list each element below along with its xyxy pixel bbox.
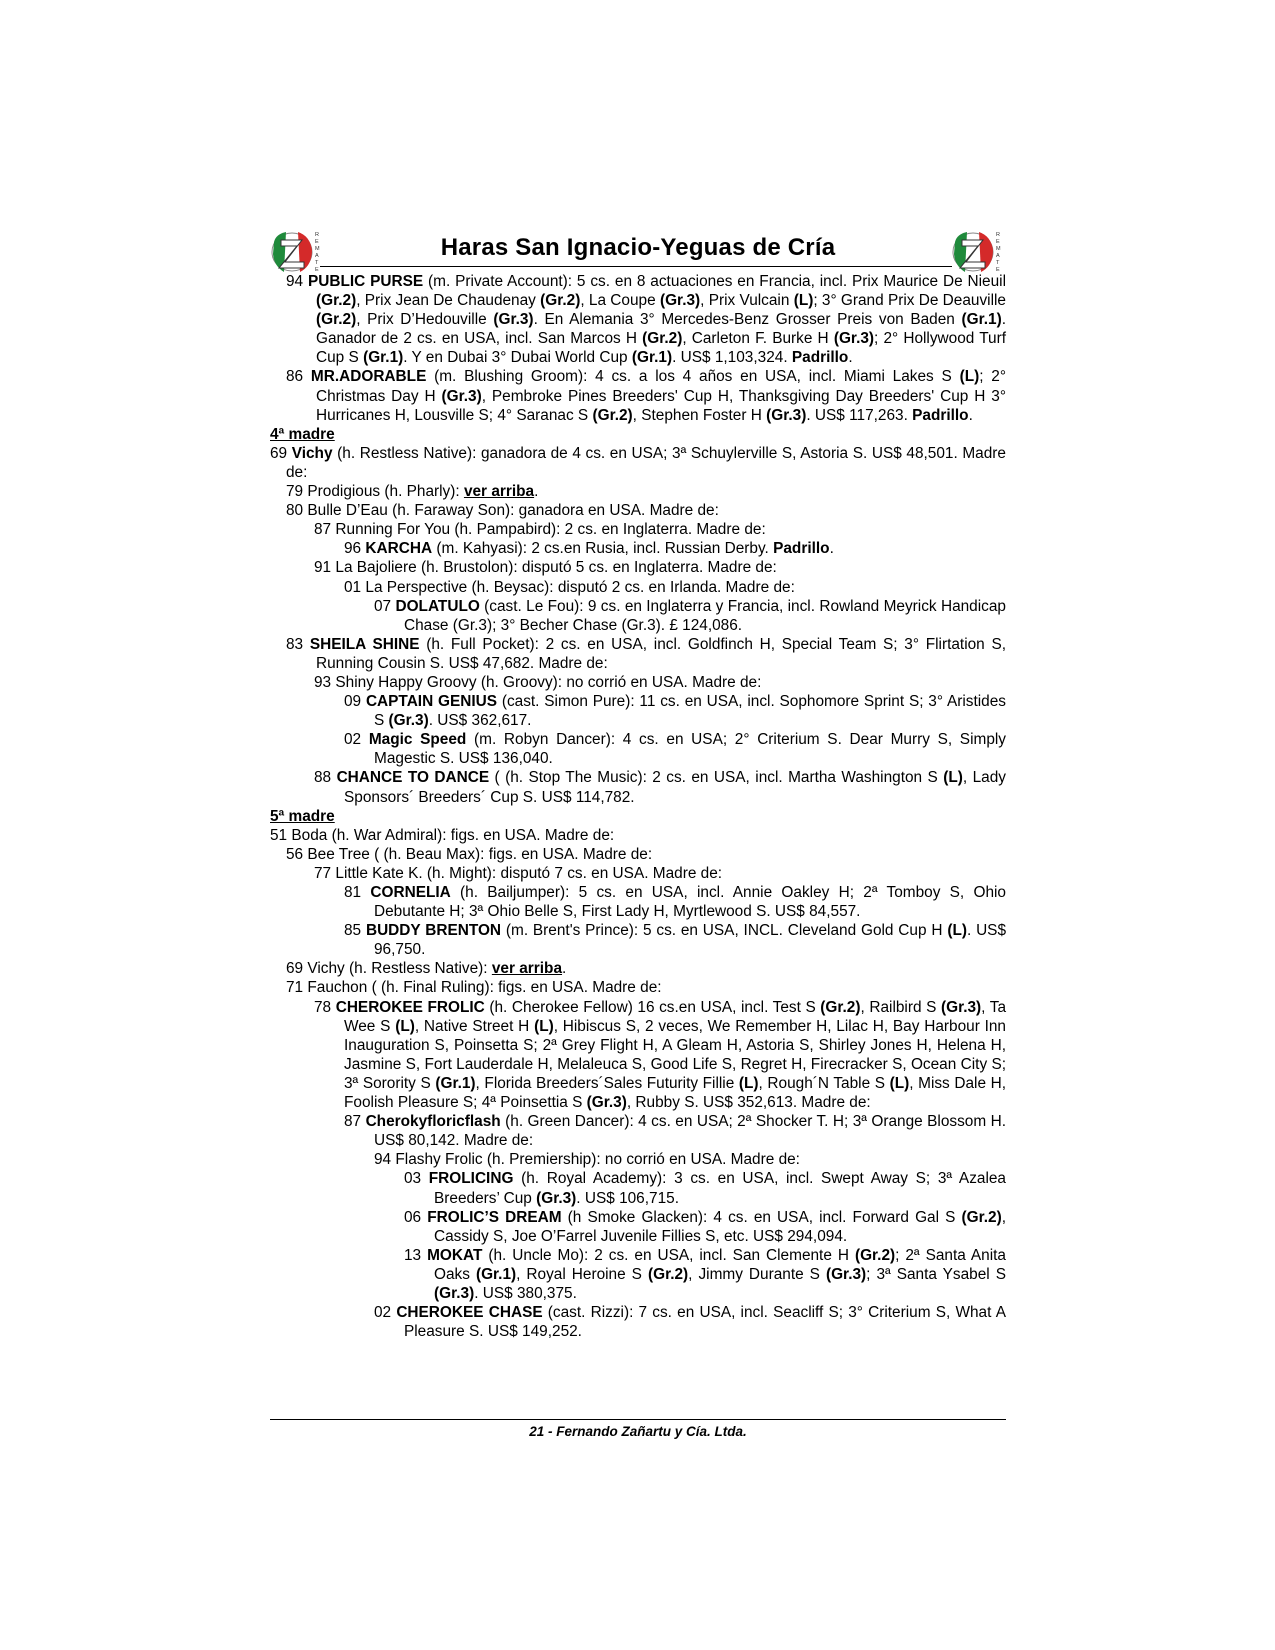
entry-text: 77 Little Kate K. (h. Might): disputó 7 cs. en USA. Madre de: [314, 864, 723, 882]
horse-name: FROLIC’S DREAM [427, 1208, 562, 1226]
logo-text-left: R [315, 232, 319, 238]
horse-name: CAPTAIN GENIUS [365, 693, 498, 711]
grade-label: (Gr.2) [592, 406, 633, 424]
horse-name: SHEILA SHINE [309, 635, 420, 653]
entry-text: (cast. Simon Pure): 11 cs. en USA, incl. Sophomore Sprint S; 3° Aristides S [374, 693, 1006, 730]
entry-text: , Railbird S [860, 998, 941, 1016]
entry-text: ; 3° Grand Prix De Deauville [813, 292, 1006, 310]
grade-label: (Gr.1) [435, 1074, 476, 1092]
entry-text: ; 3ª Santa Ysabel S [866, 1265, 1006, 1283]
entry-sheila-shine [270, 635, 1006, 673]
horse-name: Magic Speed [368, 731, 467, 749]
section-heading-4th-dam: 4ª madre [270, 425, 335, 443]
svg-text:T: T [996, 260, 1000, 266]
entry-text: (h. Bailjumper): 5 cs. en USA, incl. Annie Oakley H; 2ª Tomboy S, Ohio Debutante H; 3ª Ohio Belle S, First Lady H, Myrtlewood S. US$ 84,557. [374, 884, 1006, 921]
entry-text: , Jimmy Durante S [688, 1265, 826, 1283]
grade-label: (Gr.1) [363, 349, 404, 367]
entry-text: , Prix Vulcain [700, 292, 794, 310]
grade-label: (L) [943, 769, 963, 787]
horse-name: PUBLIC PURSE [308, 273, 424, 290]
entry-cherokee-frolic [270, 998, 1006, 1113]
entry-text: , Lady Sponsors´ Breeders´ Cup S. US$ 114,782. [344, 769, 1006, 806]
entry-shiny-happy-groovy [270, 673, 1006, 692]
entry-la-perspective [270, 578, 1006, 597]
entry-text: . [848, 349, 853, 367]
entry-year: 02 [344, 731, 369, 749]
entry-flashy-frolic [270, 1150, 1006, 1169]
entry-text: 80 Bulle D’Eau (h. Faraway Son): ganadora en USA. Madre de: [286, 502, 719, 520]
horse-name: CHEROKEE FROLIC [335, 998, 485, 1016]
svg-text:E: E [996, 239, 1000, 245]
entry-text: 01 La Perspective (h. Beysac): disputó 2 cs. en Irlanda. Madre de: [344, 578, 795, 596]
entry-text: (h. Green Dancer): 4 cs. en USA; 2ª Shocker T. H; 3ª Orange Blossom H. US$ 80,142. Madre de: [374, 1113, 1006, 1150]
entry-text: (h. Cherokee Fellow) 16 cs.en USA, incl. Test S [484, 998, 821, 1016]
entry-boda [270, 826, 1006, 845]
grade-label: (Gr.3) [536, 1189, 577, 1207]
entry-year: 96 [344, 540, 366, 558]
grade-label: (Gr.2) [642, 330, 683, 348]
entry-year: 69 [270, 444, 292, 462]
grade-label: (Gr.3) [659, 292, 701, 310]
horse-name: BUDDY BRENTON [365, 922, 502, 940]
svg-text:E: E [996, 267, 1000, 273]
horse-name: CHANCE TO DANCE [336, 769, 490, 787]
grade-label: (L) [959, 368, 980, 386]
entry-text: , Prix Jean De Chaudenay [356, 292, 541, 310]
remates-logo-right [951, 228, 1003, 274]
entry-mokat [270, 1246, 1006, 1303]
entry-text: , Miss Dale H, Foolish Pleasure S; 4ª Poinsettia S [344, 1074, 1006, 1112]
entry-little-kate-k [270, 864, 1006, 883]
entry-text: (h. Royal Academy): 3 cs. en USA, incl. Swept Away S; 3ª Azalea Breeders’ Cup [434, 1170, 1006, 1207]
grade-label: (Gr.3) [434, 1284, 475, 1302]
svg-text:T: T [315, 260, 319, 266]
entry-text: . US$ 117,263. [806, 406, 913, 424]
grade-label: (Gr.2) [316, 311, 357, 329]
grade-label: (Gr.3) [833, 330, 875, 348]
entry-text: . US$ 106,715. [576, 1189, 679, 1207]
entry-year: 78 [314, 998, 336, 1016]
entry-captain-genius [270, 692, 1006, 730]
entry-year: 83 [286, 635, 310, 653]
entry-dolatulo [270, 597, 1006, 635]
entry-text: , Stephen Foster H [632, 406, 767, 424]
grade-label: (Gr.3) [388, 712, 429, 730]
entry-text: ( (h. Stop The Music): 2 cs. en USA, incl. Martha Washington S [489, 769, 944, 787]
svg-text:A: A [996, 253, 1000, 259]
entry-text: ; 2° Hollywood Turf Cup S [316, 330, 1006, 367]
entry-la-bajoliere [270, 558, 1006, 577]
entry-text: (cast. Le Fou): 9 cs. en Inglaterra y Francia, incl. Rowland Meyrick Handicap Chase (Gr.3); 3° Becher Chase (Gr.3). £ 124,086. [404, 597, 1006, 634]
grade-label: (L) [947, 922, 967, 940]
entry-text: (h. Uncle Mo): 2 cs. en USA, incl. San Clemente H [482, 1246, 855, 1264]
horse-name: DOLATULO [395, 597, 480, 615]
entry-cornelia [270, 883, 1006, 921]
grade-label: (L) [534, 1017, 554, 1035]
entry-text: , Rubby S. US$ 352,613. Madre de: [626, 1094, 871, 1112]
entry-text: . Ganador de 2 cs. en USA, incl. San Marcos H [316, 311, 1006, 348]
entry-text: (m. Blushing Groom): 4 cs. a los 4 años en USA, incl. Miami Lakes S [426, 368, 960, 386]
entry-year: 85 [344, 922, 366, 940]
entry-chance-to-dance [270, 768, 1006, 806]
pedigree-content [270, 272, 1006, 1341]
grade-label: (Gr.3) [825, 1265, 867, 1283]
horse-name: Cherokyfloricflash [365, 1113, 501, 1131]
entry-text: 94 Flashy Frolic (h. Premiership): no corrió en USA. Madre de: [374, 1151, 800, 1169]
entry-year: 94 [286, 273, 308, 290]
entry-text: 71 Fauchon ( (h. Final Ruling): figs. en USA. Madre de: [286, 979, 662, 997]
section-heading-5th-dam: 5ª madre [270, 807, 335, 825]
entry-buddy-brenton [270, 921, 1006, 959]
grade-label: (L) [738, 1074, 759, 1092]
entry-text: (m. Kahyasi): 2 cs.en Rusia, incl. Russian Derby. [432, 540, 774, 558]
svg-text:R: R [996, 232, 1000, 238]
entry-cherokyfloricflash [270, 1112, 1006, 1150]
entry-year: 87 [344, 1113, 366, 1131]
grade-label: (L) [793, 292, 814, 310]
entry-text: , Florida Breeders´Sales Futurity Fillie [475, 1074, 739, 1092]
entry-text: , Prix D’Hedouville [356, 311, 494, 329]
entry-text: . US$ 1,103,324. [672, 349, 792, 367]
entry-year: 13 [404, 1246, 428, 1264]
entry-text: (h. Restless Native): ganadora de 4 cs. en USA; 3ª Schuylerville S, Astoria S. US$ 48,501. Madre de: [286, 444, 1006, 481]
entry-text: (m. Brent's Prince): 5 cs. en USA, INCL. Cleveland Gold Cup H [501, 922, 948, 940]
entry-text: (h. Full Pocket): 2 cs. en USA, incl. Goldfinch H, Special Team S; 3° Flirtation S, Running Cousin S. US$ 47,682. Madre de: [316, 635, 1007, 672]
horse-name: CHEROKEE CHASE [396, 1304, 543, 1322]
entry-text: , Native Street H [414, 1017, 535, 1035]
grade-label: (Gr.3) [586, 1094, 627, 1112]
entry-text: , Rough´N Table S [758, 1074, 890, 1092]
horse-name: FROLICING [428, 1170, 514, 1188]
entry-text: . [562, 960, 567, 978]
entry-year: 81 [344, 884, 371, 901]
entry-vichy-repeat [270, 959, 1006, 978]
entry-year: 03 [404, 1170, 429, 1188]
grade-label: (Gr.2) [540, 292, 581, 310]
padrillo-label: Padrillo [912, 406, 969, 424]
page-title: Haras San Ignacio-Yeguas de Cría [440, 234, 836, 261]
entry-year: 07 [374, 597, 396, 615]
grade-label: (L) [395, 1017, 415, 1035]
entry-cherokee-chase [270, 1303, 1006, 1341]
grade-label: (Gr.2) [961, 1208, 1002, 1226]
entry-text: 87 Running For You (h. Pampabird): 2 cs. en Inglaterra. Madre de: [314, 521, 766, 539]
entry-running-for-you [270, 520, 1006, 539]
document-page [270, 222, 1006, 1341]
grade-label: (Gr.3) [441, 387, 482, 405]
entry-text: . [968, 406, 973, 424]
entry-text: , Cassidy S, Joe O’Farrel Juvenile Fillies S, etc. US$ 294,094. [434, 1208, 1006, 1245]
svg-text:E: E [315, 267, 319, 273]
entry-text: . En Alemania 3° Mercedes-Benz Grosser Preis von Baden [533, 311, 962, 329]
entry-text: ; 2ª Santa Anita Oaks [434, 1246, 1006, 1283]
entry-mr-adorable [270, 367, 1006, 424]
entry-text: , Hibiscus S, 2 veces, We Remember H, Lilac H, Bay Harbour Inn Inauguration S, Poinsetta S; 2ª Grey Flight H, A Gleam H, Astoria S, Shirley Jones H, Helena H, Jasmine S, Fort Lauderdale H, Melaleuca S, Good Life S, Regret H, Firecracker S, Ocean City S; 3ª Sorority S [344, 1017, 1006, 1092]
svg-text:A: A [315, 253, 319, 259]
entry-bee-tree [270, 845, 1006, 864]
entry-text: . [534, 483, 539, 501]
entry-text: (h Smoke Glacken): 4 cs. en USA, incl. Forward Gal S [561, 1208, 962, 1226]
entry-text: . US$ 96,750. [374, 922, 1007, 959]
entry-text: . US$ 380,375. [474, 1284, 577, 1302]
page-footer: 21 - Fernando Zañartu y Cía. Ltda. [529, 1424, 747, 1439]
entry-year: 88 [314, 769, 337, 787]
padrillo-label: Padrillo [773, 540, 830, 558]
entry-public-purse [270, 272, 1006, 367]
entry-vichy [270, 444, 1006, 482]
entry-year: 06 [404, 1208, 428, 1226]
entry-bulle-deau [270, 501, 1006, 520]
svg-text:E: E [315, 239, 319, 245]
grade-label: (Gr.1) [961, 311, 1002, 329]
entry-karcha [270, 539, 1006, 558]
entry-text: . Y en Dubai 3° Dubai World Cup [403, 349, 632, 367]
grade-label: (Gr.2) [854, 1246, 896, 1264]
entry-text: 69 Vichy (h. Restless Native): [286, 960, 492, 978]
entry-frolics-dream [270, 1208, 1006, 1246]
grade-label: (Gr.2) [820, 998, 861, 1016]
horse-name: Vichy [291, 444, 333, 462]
entry-year: 09 [344, 693, 366, 711]
entry-text: 56 Bee Tree ( (h. Beau Max): figs. en USA. Madre de: [286, 845, 653, 863]
horse-name: MR.ADORABLE [310, 368, 427, 386]
grade-label: (Gr.2) [647, 1265, 689, 1283]
entry-text: , Pembroke Pines Breeders' Cup H, Thanksgiving Day Breeders' Cup H 3° Hurricanes H, Lousville S; 4° Saranac S [316, 387, 1006, 424]
entry-text: 51 Boda (h. War Admiral): figs. en USA. Madre de: [270, 826, 615, 844]
entry-text: . [829, 540, 834, 558]
grade-label: (Gr.1) [631, 349, 673, 367]
grade-label: (Gr.2) [316, 292, 357, 310]
page-header [270, 222, 1006, 273]
entry-text: 91 La Bajoliere (h. Brustolon): disputó 5 cs. en Inglaterra. Madre de: [314, 559, 777, 577]
entry-text: , Ta Wee S [344, 998, 1007, 1035]
entry-text: , Carleton F. Burke H [682, 330, 834, 348]
entry-text: (m. Robyn Dancer): 4 cs. en USA; 2° Criterium S. Dear Murry S, Simply Magestic S. US$ 136,040. [374, 731, 1006, 768]
entry-text: (m. Private Account): 5 cs. en 8 actuaciones en Francia, incl. Prix Maurice De Nieuil [423, 273, 1007, 290]
svg-text:M: M [315, 246, 320, 252]
see-above-link: ver arriba [491, 960, 563, 978]
entry-text: 93 Shiny Happy Groovy (h. Groovy): no corrió en USA. Madre de: [314, 673, 762, 691]
entry-text: (cast. Rizzi): 7 cs. en USA, incl. Seacliff S; 3° Criterium S, What A Pleasure S. US$ 149,252. [404, 1304, 1006, 1341]
entry-text: ; 2° Christmas Day H [316, 368, 1006, 405]
entry-text: , Royal Heroine S [516, 1265, 648, 1283]
entry-text: , La Coupe [580, 292, 660, 310]
see-above-link: ver arriba [463, 483, 535, 501]
horse-name: MOKAT [427, 1246, 483, 1264]
padrillo-label: Padrillo [791, 349, 849, 367]
title-divider [320, 266, 952, 267]
entry-prodigious [270, 482, 1006, 501]
grade-label: (Gr.3) [766, 406, 807, 424]
entry-text: . US$ 362,617. [428, 712, 532, 730]
entry-frolicing [270, 1169, 1006, 1207]
footer-divider [270, 1419, 1006, 1420]
grade-label: (Gr.1) [475, 1265, 517, 1283]
horse-name: CORNELIA [370, 884, 451, 901]
svg-text:M: M [996, 246, 1001, 252]
entry-text: 79 Prodigious (h. Pharly): [286, 483, 464, 501]
remates-logo-left [270, 228, 322, 274]
grade-label: (L) [889, 1074, 910, 1092]
entry-fauchon [270, 978, 1006, 997]
entry-year: 02 [374, 1304, 397, 1322]
grade-label: (Gr.3) [493, 311, 534, 329]
entry-year: 86 [286, 368, 311, 386]
horse-name: KARCHA [365, 540, 433, 558]
entry-magic-speed [270, 730, 1006, 768]
grade-label: (Gr.3) [940, 998, 982, 1016]
